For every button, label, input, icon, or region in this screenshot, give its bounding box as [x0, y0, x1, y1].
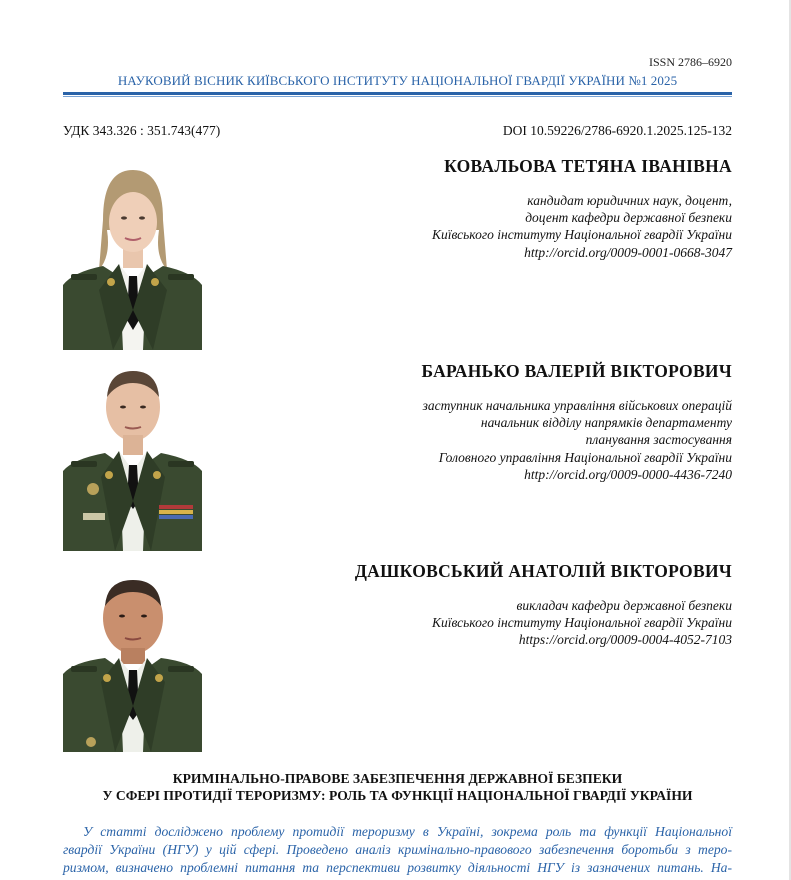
abstract-line: У статті досліджено проблему протидії тероризму в Україні, зокрема роль та функції Національної [83, 824, 732, 839]
doi-code: DOI 10.59226/2786-6920.1.2025.125-132 [502, 123, 732, 138]
author-name: БАРАНЬКО ВАЛЕРІЙ ВІКТОРОВИЧ [421, 361, 732, 381]
author-photo-baranko [63, 361, 202, 551]
author-orcid-link[interactable]: http://orcid.org/0009-0001-0668-3047 [524, 244, 732, 260]
author-orcid-link[interactable]: http://orcid.org/0009-0000-4436-7240 [524, 466, 732, 482]
author-photo-kovalova [63, 160, 202, 350]
author-affiliation: Київського інституту Національної гвардії України [432, 615, 732, 631]
journal-title: НАУКОВИЙ ВІСНИК КИЇВСЬКОГО ІНСТИТУТУ НАЦІОНАЛЬНОЇ ГВАРДІЇ УКРАЇНИ №1 2025 [117, 73, 678, 88]
author-block-dashkovskyi [272, 561, 732, 649]
author-orcid-link[interactable]: https://orcid.org/0009-0004-4052-7103 [518, 632, 732, 648]
author-affiliation: Головного управління Національної гвардії України [438, 449, 732, 465]
author-name: ДАШКОВСЬКИЙ АНАТОЛІЙ ВІКТОРОВИЧ [354, 561, 732, 581]
author-affiliation: кандидат юридичних наук, доцент, [527, 193, 732, 208]
author-affiliation: доцент кафедри державної безпеки [525, 210, 732, 226]
article-title [63, 770, 732, 804]
author-photo-dashkovskyi [63, 562, 202, 752]
author-affiliation: заступник начальника управління військових операцій [422, 398, 732, 413]
abstract-line: гвардії України (НГУ) у цій сфері. Проведено аналіз кримінально-правового забезпечення боротьби з теро- [63, 842, 732, 857]
author-affiliation: планування застосування [585, 432, 732, 448]
author-affiliation: викладач кафедри державної безпеки [516, 598, 732, 613]
abstract-line: ризмом, визначено проблемні питання та перспективи розвитку діяльності НГУ із зазначених питань. На- [63, 860, 732, 875]
author-block-baranko [272, 361, 732, 483]
header-divider [63, 92, 732, 98]
author-name: КОВАЛЬОВА ТЕТЯНА ІВАНІВНА [444, 156, 732, 176]
author-block-kovalova [272, 156, 732, 261]
udk-code: УДК 343.326 : 351.743(477) [63, 123, 221, 138]
issn-label: ISSN 2786–6920 [648, 55, 732, 69]
author-affiliation: Київського інституту Національної гвардії України [432, 227, 732, 243]
article-title-line: У СФЕРІ ПРОТИДІЇ ТЕРОРИЗМУ: РОЛЬ ТА ФУНКЦІЇ НАЦІОНАЛЬНОЇ ГВАРДІЇ УКРАЇНИ [102, 788, 693, 803]
article-title-line: КРИМІНАЛЬНО-ПРАВОВЕ ЗАБЕЗПЕЧЕННЯ ДЕРЖАВНОЇ БЕЗПЕКИ [172, 771, 623, 786]
abstract [63, 823, 732, 877]
author-affiliation: начальник відділу напрямків департаменту [480, 415, 732, 431]
